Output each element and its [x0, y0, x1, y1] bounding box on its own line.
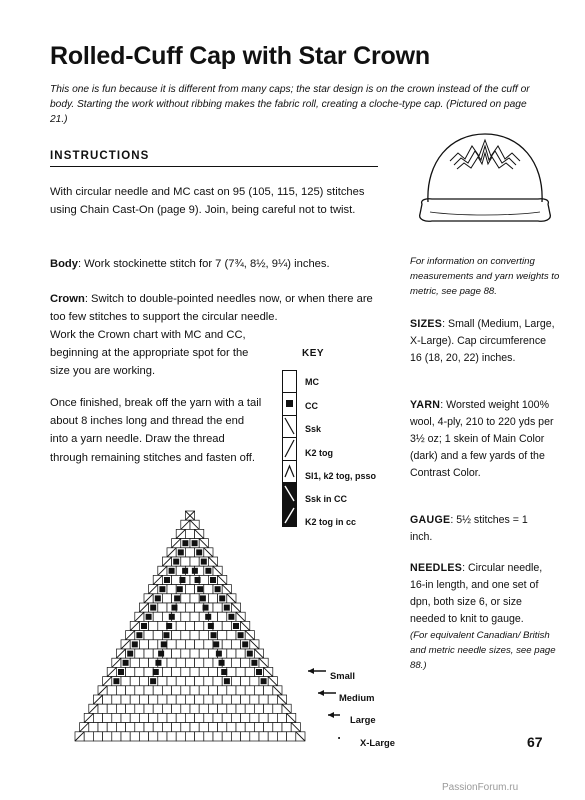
- sizes-text: : Small (Medium, Large, X-Large). Cap circumference 16 (18, 20, 22) inches.: [410, 318, 555, 364]
- size-arrow: [338, 735, 340, 741]
- size-arrow: [308, 668, 326, 674]
- sizes-label: SIZES: [410, 318, 443, 330]
- cap-illustration: [410, 130, 560, 235]
- body-paragraph: [50, 255, 380, 273]
- yarn-text: : Worsted weight 100% wool, 4-ply, 210 to 220 yds per 3½ oz; 1 skein of Main Color (dark) and a few yards of the Contrast Color.: [410, 399, 554, 479]
- key-cc-swatch: [286, 400, 293, 407]
- crown-text: : Switch to double-pointed needles now, or when there are too few stitches to support the circular needle.: [50, 293, 373, 324]
- page-number: 67: [527, 734, 543, 750]
- yarn-paragraph: [410, 397, 560, 482]
- page-title: Rolled-Cuff Cap with Star Crown: [50, 42, 430, 70]
- key-title: KEY: [302, 348, 325, 359]
- intro-text: This one is fun because it is different from many caps; the star design is on the crown instead of the cuff or body. Starting the work without ribbing makes the fabric roll, creating a cloche-type cap. (Pictured on page 21.): [50, 84, 530, 125]
- key-label-mc: MC: [305, 377, 319, 387]
- needles-text: : Circular needle, 16-in length, and one set of dpn, both size 6, or size needed to knit to gauge.: [410, 562, 543, 625]
- body-text: : Work stockinette stitch for 7 (7¾, 8½, 9¼) inches.: [77, 258, 330, 270]
- cast-on-paragraph: With circular needle and MC cast on 95 (105, 115, 125) stitches using Chain Cast-On (page 9). Join, being careful not to twist.: [50, 186, 365, 217]
- body-label: Body: [50, 258, 78, 270]
- size-arrow: [318, 690, 336, 696]
- instructions-heading: INSTRUCTIONS: [50, 150, 150, 162]
- crown-chart: [40, 505, 340, 755]
- crown-paragraph: [50, 290, 380, 326]
- crown-label: Crown: [50, 293, 85, 305]
- key-label-cc: CC: [305, 401, 318, 411]
- key-ssk-symbol: [285, 418, 294, 434]
- gauge-label: GAUGE: [410, 514, 451, 526]
- key-label-k2tog-cc: K2 tog in cc: [305, 517, 357, 527]
- key-k2tog-symbol: [285, 440, 294, 457]
- gauge-paragraph: [410, 512, 550, 546]
- gauge-text: : 5½ stitches = 1 inch.: [410, 514, 528, 543]
- needles-note: (For equivalent Canadian/ British and metric needle sizes, see page 88.): [410, 630, 556, 671]
- yarn-label: YARN: [410, 399, 441, 411]
- size-label-large: Large: [350, 714, 376, 725]
- crown-paragraph-cont: Work the Crown chart with MC and CC, beginning at the appropriate spot for the size you are working.: [50, 329, 249, 378]
- key-label-ssk: Ssk: [305, 424, 322, 434]
- size-arrow: [328, 712, 340, 718]
- needles-label: NEEDLES: [410, 562, 463, 574]
- key-label-k2tog: K2 tog: [305, 448, 333, 458]
- chart-grid: [75, 511, 305, 741]
- size-label-small: Small: [330, 670, 356, 681]
- sizes-paragraph: [410, 316, 558, 367]
- key-sl1-symbol: [285, 466, 294, 477]
- needles-paragraph: [410, 560, 560, 628]
- key-label-ssk-cc: Ssk in CC: [305, 494, 348, 504]
- heading-rule: [50, 166, 378, 167]
- key-label-sl1: Sl1, k2 tog, psso: [305, 471, 377, 481]
- size-label-xlarge: X-Large: [360, 737, 395, 748]
- metric-note: For information on converting measurements and yarn weights to metric, see page 88.: [410, 256, 560, 297]
- size-label-medium: Medium: [339, 692, 375, 703]
- finish-paragraph: Once finished, break off the yarn with a tail about 8 inches long and thread the end into a yarn needle. Draw the thread through remaining stitches and fasten off.: [50, 397, 262, 464]
- watermark-text: PassionForum.ru: [442, 782, 519, 793]
